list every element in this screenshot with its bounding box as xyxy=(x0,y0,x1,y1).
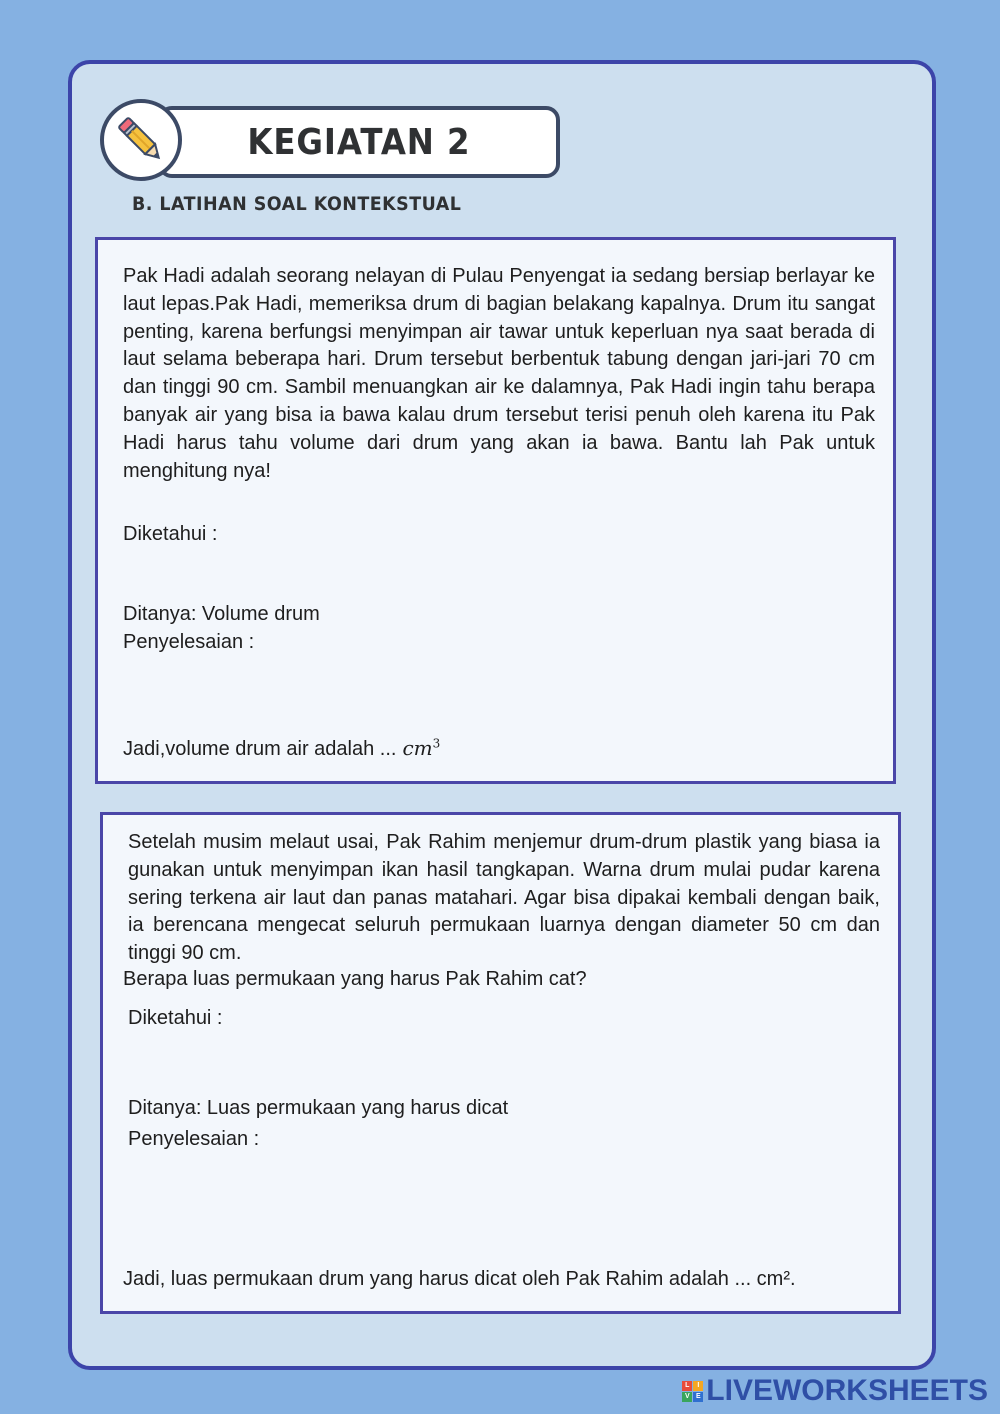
liveworksheets-text: LIVEWORKSHEETS xyxy=(706,1374,988,1407)
pencil-badge xyxy=(100,99,182,181)
problem-2-box xyxy=(100,812,901,1314)
liveworksheets-logo-icon: L I V E xyxy=(682,1381,703,1402)
problem-1-answer-label: Jadi,volume drum air adalah ... xyxy=(123,738,397,760)
problem-2-known-label: Diketahui : xyxy=(128,1007,223,1029)
problem-2-asked-label: Ditanya: Luas permukaan yang harus dicat xyxy=(128,1097,509,1119)
problem-2-answer-label: Jadi, luas permukaan drum yang harus dicat oleh Pak Rahim adalah ... cm². xyxy=(123,1268,796,1290)
pencil-icon xyxy=(112,111,170,169)
liveworksheets-watermark xyxy=(682,1374,988,1408)
problem-1-asked-label: Ditanya: Volume drum xyxy=(123,603,320,625)
problem-2-solution-label: Penyelesaian : xyxy=(128,1128,260,1150)
problem-1-box xyxy=(95,237,896,784)
page-title: KEGIATAN 2 xyxy=(247,121,471,163)
section-subtitle: B. LATIHAN SOAL KONTEKSTUAL xyxy=(132,193,462,215)
problem-2-text: Setelah musim melaut usai, Pak Rahim menjemur drum-drum plastik yang biasa ia gunakan untuk menyimpan ikan hasil tangkapan. Warna drum mulai pudar karena sering terkena air laut dan panas matahari. Agar bisa dipakai kembali dengan baik, ia berencana mengecat seluruh permukaan luarnya dengan diameter 50 cm dan tinggi 90 cm. xyxy=(128,831,880,965)
problem-1-answer-line xyxy=(123,736,440,761)
problem-1-text: Pak Hadi adalah seorang nelayan di Pulau Penyengat ia sedang bersiap berlayar ke laut lepas.Pak Hadi, memeriksa drum di bagian belakang kapalnya. Drum itu sangat penting, karena berfungsi menyimpan air tawar untuk keperluan nya saat berada di laut selama beberapa hari. Drum tersebut berbentuk tabung dengan jari-jari 70 cm dan tinggi 90 cm. Sambil menuangkan air ke dalamnya, Pak Hadi ingin tahu berapa banyak air yang bisa ia bawa kalau drum tersebut terisi penuh oleh karena itu Pak Hadi harus tahu volume dari drum yang akan ia bawa. Bantu lah Pak untuk menghitung nya! xyxy=(123,265,875,482)
problem-1-solution-label: Penyelesaian : xyxy=(123,631,255,653)
title-banner xyxy=(158,106,560,178)
cubic-unit: $cm^3$ xyxy=(402,736,441,760)
problem-1-known-label: Diketahui : xyxy=(123,523,218,545)
problem-2-question: Berapa luas permukaan yang harus Pak Rahim cat? xyxy=(123,968,587,990)
